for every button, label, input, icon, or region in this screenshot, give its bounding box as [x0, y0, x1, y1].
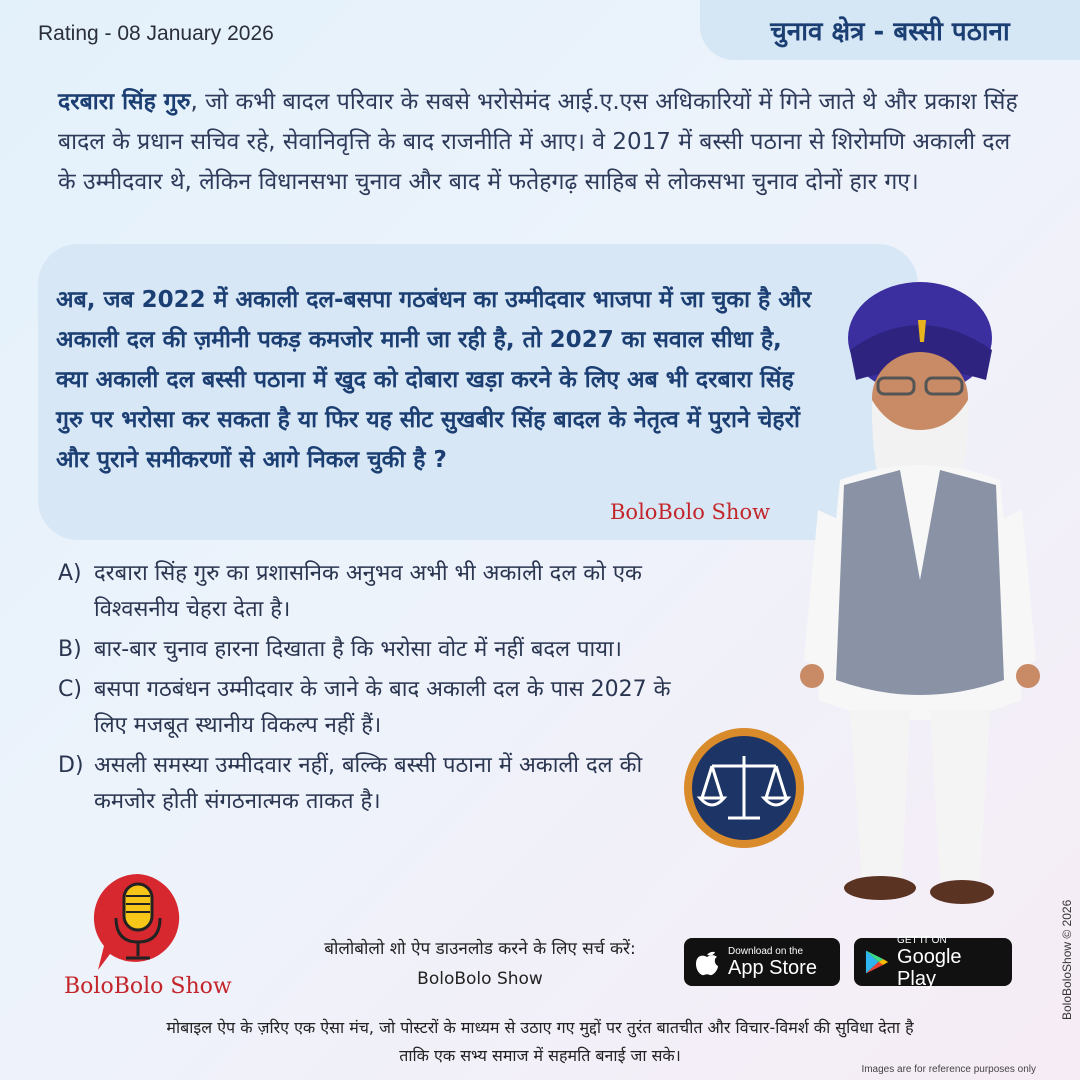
google-play-icon: [864, 948, 889, 976]
brand-logo-text: BoloBolo Show: [64, 974, 232, 999]
intro-name: दरबारा सिंह गुरु: [58, 89, 191, 115]
footer-line-2: ताकि एक सभ्य समाज में सहमति बनाई जा सके।: [399, 1046, 681, 1065]
footer-line-1: मोबाइल ऐप के ज़रिए एक ऐसा मंच, जो पोस्टरों के माध्यम से उठाए गए मुद्दों पर तुरंत बातचीत और विचार-विमर्श की सुविधा देता है: [166, 1018, 914, 1037]
option-c[interactable]: [58, 672, 698, 744]
option-b[interactable]: [58, 632, 698, 668]
intro-text: , जो कभी बादल परिवार के सबसे भरोसेमंद आई.ए.एस अधिकारियों में गिने जाते थे और प्रकाश सिंह बादल के प्रधान सचिव रहे, सेवानिवृत्ति के बाद राजनीति में आए। वे 2017 में बस्सी पठाना से शिरोमणि अकाली दल के उम्मीदवार थे, लेकिन विधानसभा चुनाव और बाद में फतेहगढ़ साहिब से लोकसभा चुनाव दोनों हार गए।: [58, 89, 1018, 195]
disclaimer-text: Images are for reference purposes only: [861, 1064, 1036, 1075]
rating-date: Rating - 08 January 2026: [38, 22, 274, 45]
app-store-button[interactable]: [684, 938, 840, 986]
option-text: असली समस्या उम्मीदवार नहीं, बल्कि बस्सी पठाना में अकाली दल की कमजोर होती संगठनात्मक ताकत है।: [94, 753, 643, 814]
download-prompt: [250, 934, 710, 994]
option-text: बसपा गठबंधन उम्मीदवार के जाने के बाद अकाली दल के पास 2027 के लिए मजबूत स्थानीय विकल्प नहीं हैं।: [94, 677, 671, 738]
download-instruction: बोलोबोलो शो ऐप डाउनलोड करने के लिए सर्च करें:: [324, 939, 636, 959]
appstore-label: App Store: [728, 956, 817, 979]
person-illustration: [800, 280, 1040, 920]
microphone-icon: [90, 870, 186, 974]
option-key: B): [58, 637, 82, 662]
google-play-button[interactable]: [854, 934, 1012, 990]
googleplay-small-label: GET IT ON: [897, 934, 947, 946]
option-key: C): [58, 677, 82, 702]
intro-paragraph: [58, 82, 1033, 202]
option-text: बार-बार चुनाव हारना दिखाता है कि भरोसा वोट में नहीं बदल पाया।: [94, 637, 623, 662]
option-d[interactable]: [58, 748, 698, 820]
constituency-badge: [700, 0, 1080, 60]
option-text: दरबारा सिंह गुरु का प्रशासनिक अनुभव अभी भी अकाली दल को एक विश्वसनीय चेहरा देता है।: [94, 561, 642, 622]
download-app-name: BoloBolo Show: [417, 969, 543, 989]
option-key: D): [58, 753, 84, 778]
googleplay-label: Google Play: [897, 945, 962, 990]
brand-watermark: BoloBolo Show: [610, 500, 771, 524]
option-key: A): [58, 561, 82, 586]
balance-scale-icon: [682, 726, 806, 850]
footer-text: [40, 1014, 1040, 1070]
apple-icon: [694, 947, 720, 977]
constituency-label: चुनाव क्षेत्र - बस्सी पठाना: [770, 17, 1010, 47]
question-text: अब, जब 2022 में अकाली दल-बसपा गठबंधन का उम्मीदवार भाजपा में जा चुका है और अकाली दल की ज़मीनी पकड़ कमजोर मानी जा रही है, तो 2027 का सवाल सीधा है, क्या अकाली दल बस्सी पठाना में खुद को दोबारा खड़ा करने के लिए अब भी दरबारा सिंह गुरु पर भरोसा कर सकता है या फिर यह सीट सुखबीर सिंह बादल के नेतृत्व में पुराने चेहरों और पुराने समीकरणों से आगे निकल चुकी है ?: [56, 287, 812, 473]
copyright-vertical: BoloBoloShow © 2026: [1060, 899, 1074, 1020]
options-list: [58, 556, 698, 824]
appstore-small-label: Download on the: [728, 945, 804, 957]
option-a[interactable]: [58, 556, 698, 628]
